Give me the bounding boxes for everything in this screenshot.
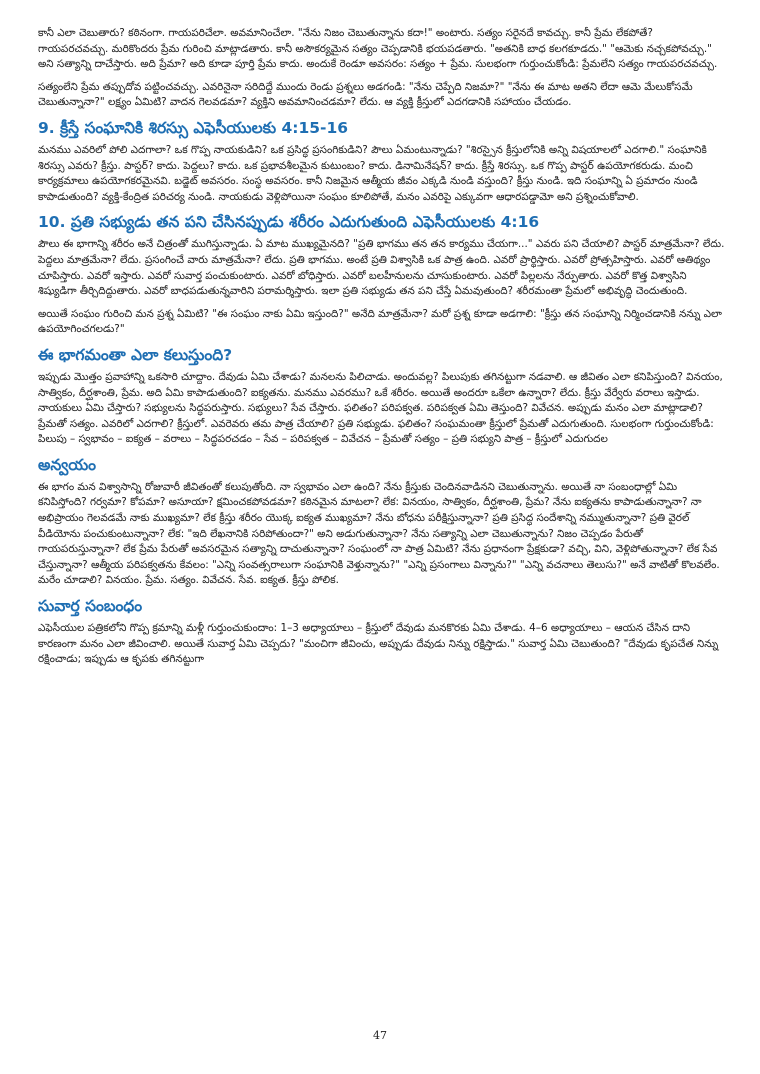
heading-how-it-connects: ఈ భాగమంతా ఎలా కలుస్తుంది?: [38, 345, 233, 364]
heading-application: అన్వయం: [38, 455, 97, 474]
paragraph-christ-head: మనము ఎవరిలో పోలి ఎదగాలా? ఒక గొప్ప నాయకుడిని? ఒక ప్రసిద్ధ ప్రసంగికుడిని? పౌలు ఏమంటున్నాడు? "శిరస్సైన క్రీస్తులోనికి అన్ని విషయాలలో ఎదగాలి." సంఘానికి శిరస్సు ఎవరు? క్రీస్తు. పాస్టర్? కాదు. పెద్దలు? కాదు. ఒక ప్రభావశీలమైన కుటుంబం? కాదు. డినామినేషన్? కాదు. క్రీస్తే శిరస్సు. ఒక గొప్ప పాస్టర్ ఉపయోగకరుడు. మంచి కార్యక్రమాలు ఉపయోగకరమైనవి. బడ్జెట్ అవసరం. సంస్థ అవసరం. కానీ నిజమైన ఆత్మీయ జీవం ఎక్కడి నుండి వస్తుంది? క్రీస్తు నుండి. ఇది సంఘాన్ని ఏ ప్రమాదం నుండి కాపాడుతుంది? వ్యక్తి-కేంద్రిత పరిచర్య నుండి. నాయకుడు వెళ్లిపోయినా సంఘం కూలిపోతే, మనం ఎవరిపై ఎక్కువగా ఆధారపడ్డామో అని ప్రశ్నించుకోవాలి.: [38, 143, 707, 203]
paragraph-flow-summary: ఇప్పుడు మొత్తం ప్రవాహాన్ని ఒకసారి చూద్దాం. దేవుడు ఏమి చేశాడు? మనలను పిలిచాడు. అందువల్ల? పిలుపుకు తగినట్టుగా నడవాలి. ఆ జీవితం ఎలా కనిపిస్తుంది? వినయం, సాత్వికం, దీర్ఘశాంతి, ప్రేమ. అది ఏమి కాపాడుతుంది? ఐక్యతను. మనము ఎవరము? ఒకే శరీరం. అయితే అందరూ ఒకేలా ఉన్నారా? లేదు. క్రీస్తు వేర్వేరు వరాలు ఇస్తాడు. నాయకులు ఏమి చేస్తారు? సభ్యులను సిద్ధపరుస్తారు. సభ్యులు? సేవ చేస్తారు. ఫలితం? పరిపక్వత. పరిపక్వత ఏమి తెస్తుంది? వివేచన. అప్పుడు మనం ఎలా మాట్లాడాలి? ప్రేమతో సత్యం. ఎవరిలో ఎదగాలి? క్రీస్తులో. ఎవరెవరు తమ పాత్ర చేయాలి? ప్రతి సభ్యుడు. ఫలితం? సంఘమంతా క్రీస్తులో ప్రేమతో ఎదుగుతుంది. సులభంగా గుర్తుంచుకోండి: పిలుపు – స్వభావం – ఐక్యత – వరాలు – సిద్ధపరచడం – సేవ – పరిపక్వత – వివేచన – ప్రేమతో సత్యం – ప్రతి సభ్యుని పాత్ర – క్రీస్తులో ఎదుగుదల: [38, 370, 723, 446]
paragraph-gospel-order: ఎఫెసీయుల పత్రికలోని గొప్ప క్రమాన్ని మళ్లీ గుర్తుంచుకుందాం: 1–3 అధ్యాయాలు – క్రీస్తులో దేవుడు మనకొరకు ఏమి చేశాడు. 4–6 అధ్యాయాలు – ఆయన చేసిన దాని కారణంగా మనం ఎలా జీవించాలి. అయితే సువార్త ఏమి చెప్పదు? "మంచిగా జీవించు, అప్పుడు దేవుడు నిన్ను రక్షిస్తాడు." సువార్త ఏమి చెబుతుంది? "దేవుడు కృపచేత నిన్ను రక్షించాడు; ఇప్పుడు ఆ కృపకు తగినట్టుగా: [38, 622, 719, 666]
paragraph-body-members: పౌలు ఈ భాగాన్ని శరీరం అనే చిత్రంతో ముగిస్తున్నాడు. ఏ మాట ముఖ్యమైనది? "ప్రతి భాగము తన తన కార్యము చేయగా..." ఎవరు పని చేయాలి? పాస్టర్ మాత్రమేనా? లేదు. పెద్దలు మాత్రమేనా? లేదు. ప్రసంగించే వారు మాత్రమేనా? లేదు. ప్రతి భాగము. అంటే ప్రతి విశ్వాసికి ఒక పాత్ర ఉంది. ఎవరో ప్రార్థిస్తారు. ఎవరో ప్రోత్సహిస్తారు. ఎవరో ఆతిథ్యం చూపిస్తారు. ఎవరో ఇస్తారు. ఎవరో సువార్త పంచుకుంటారు. ఎవరో బోధిస్తారు. ఎవరో బలహీనులను చూసుకుంటారు. ఎవరో పిల్లలను నేర్పుతారు. ఎవరో కొత్త విశ్వాసిని శిష్యుడిగా తీర్చిదిద్దుతారు. ఎవరో బాధపడుతున్నవారిని పరామర్శిస్తారు. ఇలా ప్రతి సభ్యుడు తన పని చేస్తే ఏమవుతుంది? శరీరమంతా ప్రేమలో అభివృద్ధి చెందుతుంది.: [38, 238, 725, 298]
heading-section-9: 9. క్రీస్తే సంఘానికి శిరస్సు ఎఫెసీయులకు 4:15-16: [38, 118, 349, 137]
heading-section-10: 10. ప్రతి సభ్యుడు తన పని చేసినప్పుడు శరీరం ఎదుగుతుంది ఎఫెసీయులకు 4:16: [38, 213, 540, 232]
heading-gospel-connection: సువార్త సంబంధం: [38, 597, 143, 616]
paragraph-church-question: అయితే సంఘం గురించి మన ప్రశ్న ఏమిటి? "ఈ సంఘం నాకు ఏమి ఇస్తుంది?" అనేది మాత్రమేనా? మరో ప్రశ్న కూడా అడగాలి: "క్రీస్తు తన సంఘాన్ని నిర్మించడానికి నన్ను ఎలా ఉపయోగించగలడు?": [38, 307, 722, 336]
page-number: 47: [373, 1029, 387, 1042]
page-content: [38, 26, 726, 675]
paragraph-two-questions: సత్యంలేని ప్రేమ తప్పుదోవ పట్టించవచ్చు. ఎవరినైనా సరిదిద్దే ముందు రెండు ప్రశ్నలు అడగండి: "నేను చెప్పేది నిజమా?" "నేను ఈ మాట అతని లేదా ఆమె మేలుకోసమే చెబుతున్నానా?" లక్ష్యం ఏమిటి? వాదన గెలవడమా? వ్యక్తిని అవమానించడమా? లేదు. ఆ వ్యక్తి క్రీస్తులో ఎదగడానికి సహాయం చేయడం.: [38, 80, 693, 109]
paragraph-application: ఈ భాగం మన విశ్వాసాన్ని రోజువారీ జీవితంతో కలుపుతోంది. నా స్వభావం ఎలా ఉంది? నేను క్రీస్తుకు చెందినవాడినని చెబుతున్నాను. అయితే నా సంబంధాల్లో ఏమి కనిపిస్తోంది? గర్వమా? కోపమా? అసూయా? క్షమించకపోవడమా? కఠినమైన మాటలా? లేక: వినయం, సాత్వికం, దీర్ఘశాంతి, ప్రేమ? నేను ఐక్యతను కాపాడుతున్నానా? నా అభిప్రాయం గెలవడమే నాకు ముఖ్యమా? లేక క్రీస్తు శరీరం యొక్క ఐక్యత ముఖ్యమా? నేను బోధను పరీక్షిస్తున్నానా? ప్రతి ప్రసిద్ధ సందేశాన్ని నమ్ముతున్నానా? ప్రతి వైరల్ వీడియోను పంచుకుంటున్నానా? లేక: "ఇది లేఖనానికి సరిపోతుందా?" అని అడుగుతున్నానా? నేను సత్యాన్ని ఎలా చెబుతున్నాను? నిజం చెప్పడం పేరుతో గాయపరుస్తున్నానా? లేక ప్రేమ పేరుతో అవసరమైన సత్యాన్ని దాచుతున్నానా? సంఘంలో నా పాత్ర ఏమిటి? నేను ప్రధానంగా ప్రేక్షకుడా? వచ్చి, విని, వెళ్లిపోతున్నానా? లేక సేవ చేస్తున్నానా? ఆత్మీయ పరిపక్వతను కేవలం: "ఎన్ని సంవత్సరాలుగా సంఘానికి వెళ్తున్నాను?" "ఎన్ని ప్రసంగాలు విన్నాను?" "ఎన్ని వచనాలు తెలుసు?" అనే వాటితో కొలవలేం. మరేం చూడాలి? వినయం. ప్రేమ. సత్యం. వివేచన. సేవ. ఐక్యత. క్రీస్తు పోలిక.: [38, 480, 720, 587]
paragraph-truth-and-love: కానీ ఎలా చెబుతారు? కఠినంగా. గాయపరిచేలా. అవమానించేలా. "నేను నిజం చెబుతున్నాను కదా!" అంటారు. సత్యం సరైనదే కావచ్చు. కానీ ప్రేమ లేకపోతే? గాయపరచవచ్చు. మరికొందరు ప్రేమ గురించి మాట్లాడతారు. కానీ అసౌకర్యమైన సత్యం చెప్పడానికి భయపడతారు. "అతనికి బాధ కలగకూడదు." "ఆమెకు నచ్చకపోవచ్చు." అని సత్యాన్ని దాచేస్తారు. అది ప్రేమా? అది కూడా పూర్తి ప్రేమ కాదు. అందుకే రెండూ అవసరం: సత్యం + ప్రేమ. సులభంగా గుర్తుంచుకోండి: ప్రేమలేని సత్యం గాయపరచవచ్చు.: [38, 27, 718, 71]
